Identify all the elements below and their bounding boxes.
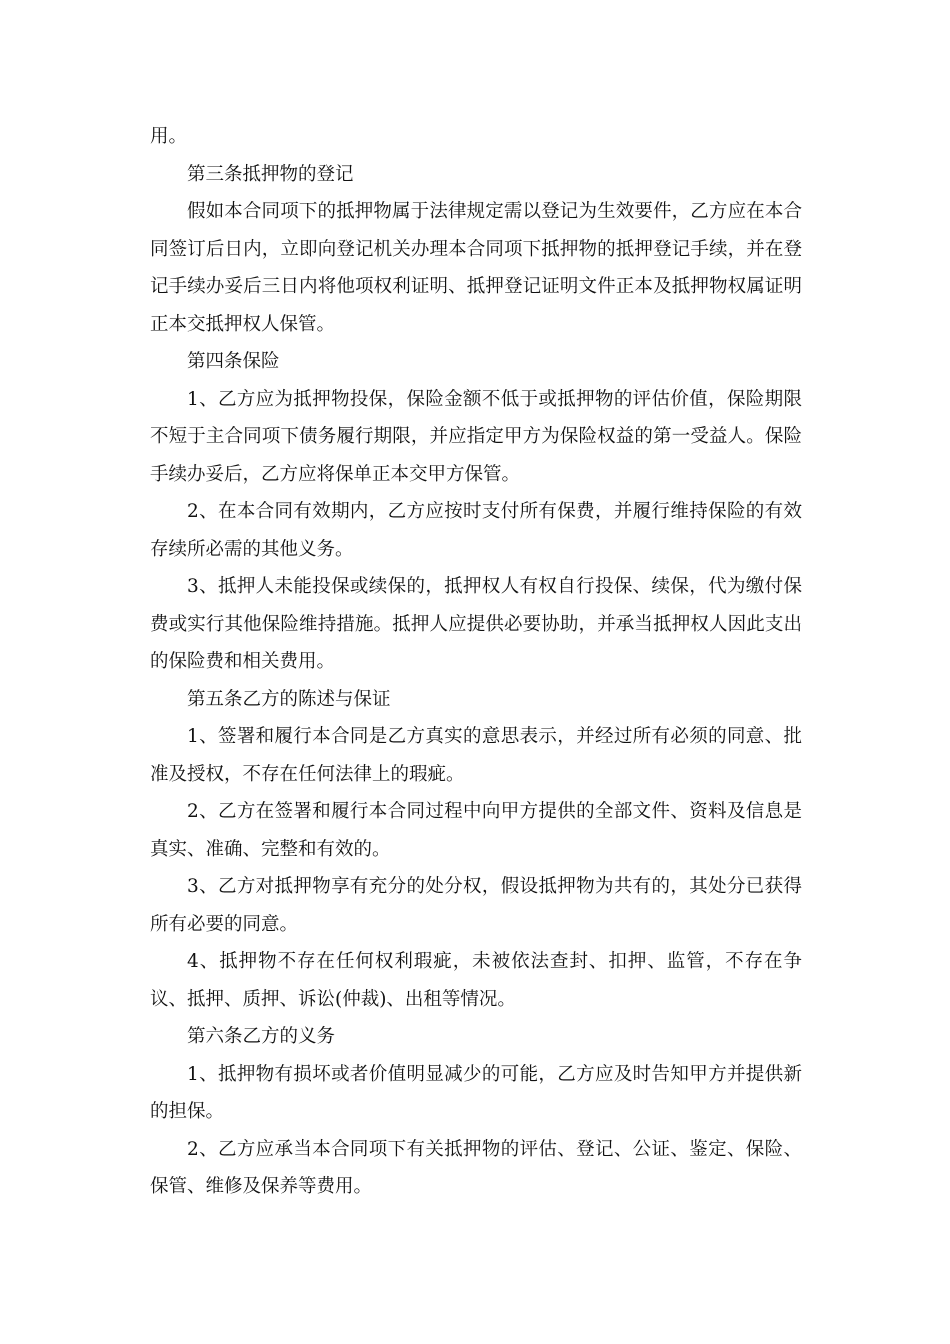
paragraph-continuation: 用。 (150, 126, 188, 147)
article-4-clause-3: 3、抵押人未能投保或续保的，抵押权人有权自行投保、续保，代为缴付保费或实行其他保险维持措施。抵押人应提供必要协助，并承当抵押权人因此支出的保险费和相关费用。 (150, 576, 802, 672)
article-4-heading: 第四条保险 (187, 351, 280, 372)
article-5-clause-3: 3、乙方对抵押物享有充分的处分权，假设抵押物为共有的，其处分已获得所有必要的同意。 (150, 876, 802, 935)
article-4-clause-1: 1、乙方应为抵押物投保，保险金额不低于或抵押物的评估价值，保险期限不短于主合同项下债务履行期限，并应指定甲方为保险权益的第一受益人。保险手续办妥后，乙方应将保单正本交甲方保管。 (150, 388, 802, 485)
article-5-heading: 第五条乙方的陈述与保证 (187, 688, 391, 710)
article-4-clause-2: 2、在本合同有效期内，乙方应按时支付所有保费，并履行维持保险的有效存续所必需的其他义务。 (150, 501, 802, 560)
article-5-clause-2: 2、乙方在签署和履行本合同过程中向甲方提供的全部文件、资料及信息是真实、准确、完整和有效的。 (150, 801, 802, 860)
article-3-body: 假如本合同项下的抵押物属于法律规定需以登记为生效要件，乙方应在本合同签订后日内，立即向登记机关办理本合同项下抵押物的抵押登记手续，并在登记手续办妥后三日内将他项权利证明、抵押登记证明文件正本及抵押物权属证明正本交抵押权人保管。 (150, 201, 802, 335)
article-6-heading: 第六条乙方的义务 (187, 1026, 336, 1047)
article-5-clause-1: 1、签署和履行本合同是乙方真实的意思表示，并经过所有必须的同意、批准及授权，不存在任何法律上的瑕疵。 (150, 726, 802, 785)
article-6-clause-2: 2、乙方应承当本合同项下有关抵押物的评估、登记、公证、鉴定、保险、保管、维修及保养等费用。 (150, 1138, 802, 1197)
document-body (150, 118, 802, 1206)
article-6-clause-1: 1、抵押物有损坏或者价值明显减少的可能，乙方应及时告知甲方并提供新的担保。 (150, 1063, 802, 1122)
article-5-clause-4: 4、抵押物不存在任何权利瑕疵，未被依法查封、扣押、监管，不存在争议、抵押、质押、诉讼(仲裁)、出租等情况。 (150, 951, 802, 1010)
article-3-heading: 第三条抵押物的登记 (187, 163, 354, 185)
